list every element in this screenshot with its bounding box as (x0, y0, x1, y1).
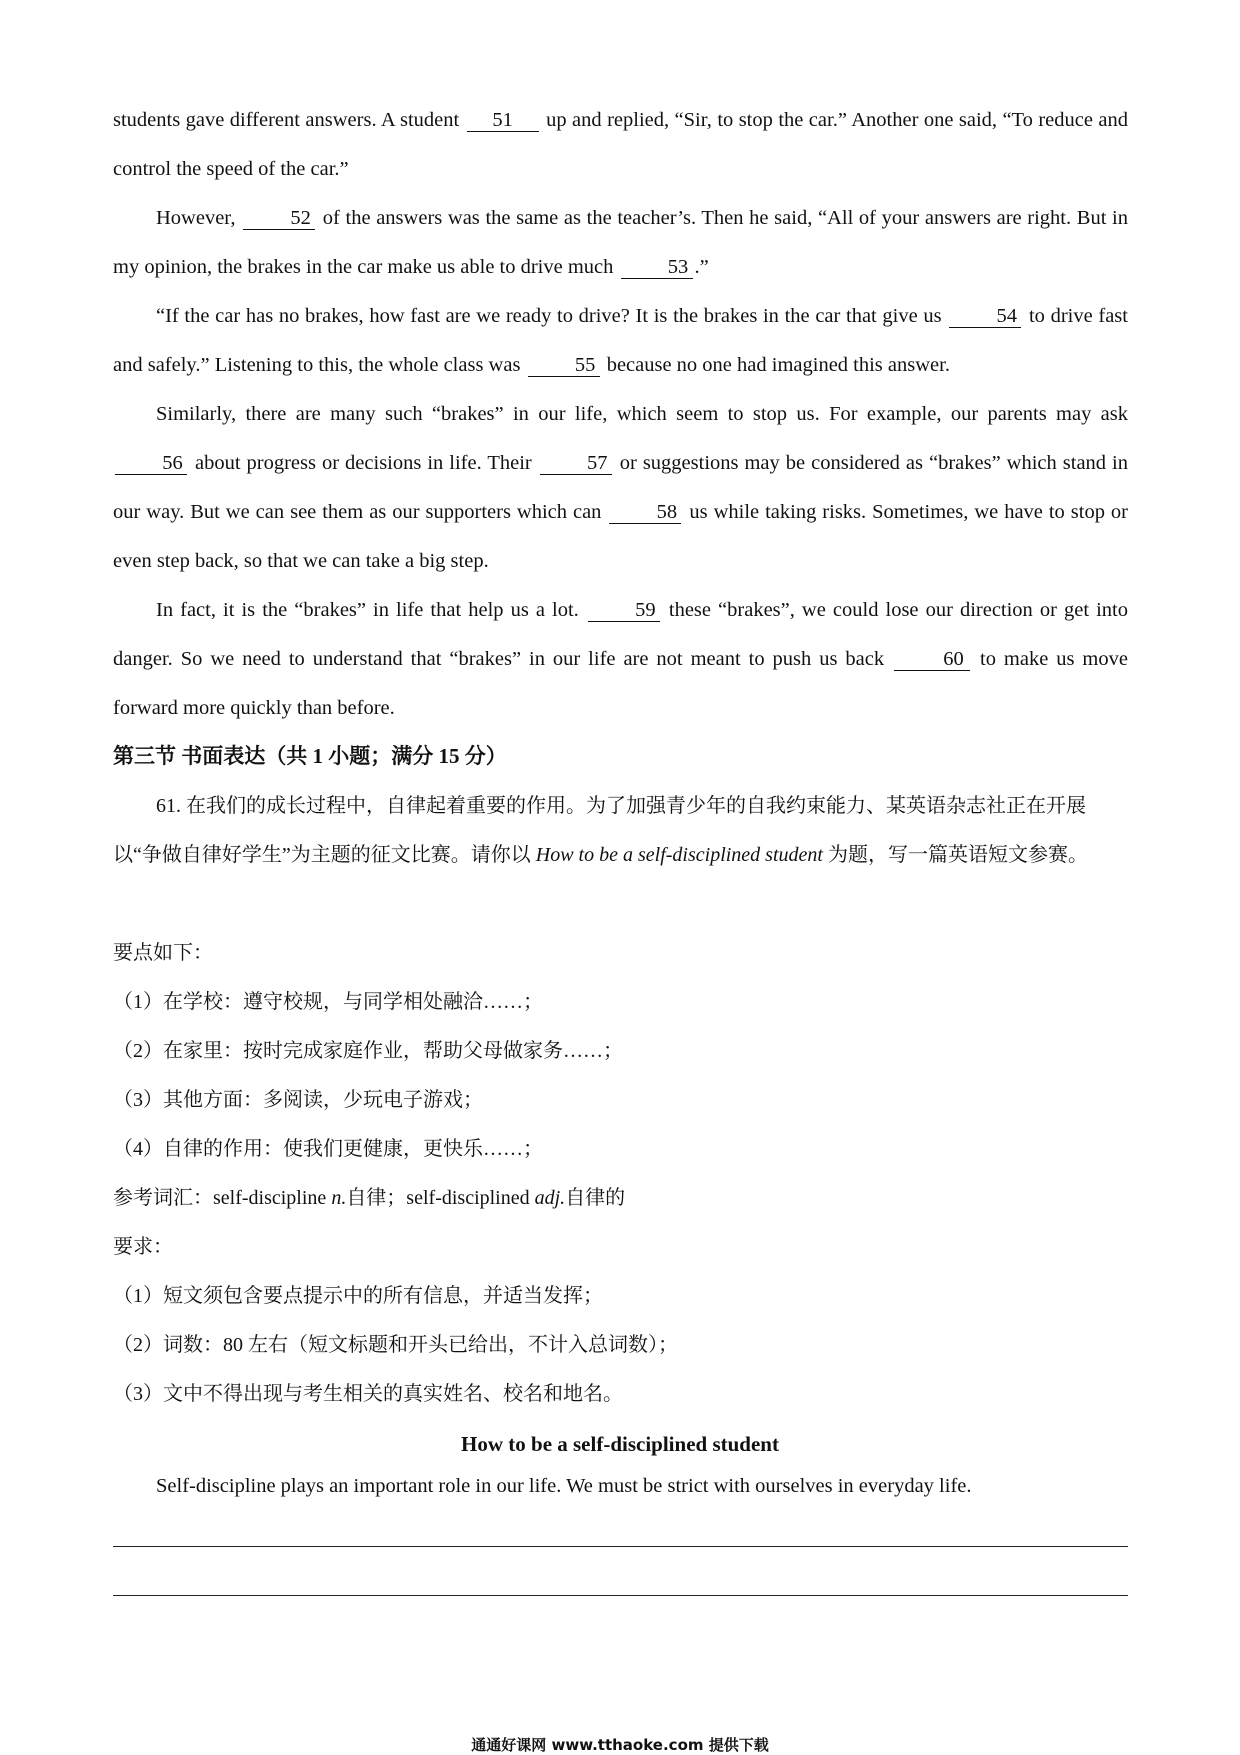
passage-text: Similarly, there are many such “brakes” in our life, which seem to stop us. For example, our parents may ask (156, 403, 1128, 425)
vocab-text: 参考词汇：self-discipline (113, 1187, 332, 1209)
passage-paragraph-1 (113, 96, 1128, 194)
requirement-item: （3）文中不得出现与考生相关的真实姓名、校名和地名。 (113, 1383, 623, 1405)
requirement-item: （2）词数：80 左右（短文标题和开头已给出，不计入总词数）； (113, 1334, 678, 1356)
passage-text: because no one had imagined this answer. (601, 354, 950, 376)
point-item: （4）自律的作用：使我们更健康，更快乐……； (113, 1138, 543, 1160)
passage-text: these “brakes”, we could lose our direction or get into danger. So we need to understand that “brakes” in our life are not meant to push us back (113, 599, 1128, 670)
essay-opening: Self-discipline plays an important role in our life. We must be strict with ourselves in everyday life. (156, 1475, 972, 1497)
points-label: 要点如下： (113, 942, 213, 964)
passage-text: However, (156, 207, 242, 229)
blank-58[interactable]: 58 (609, 501, 681, 524)
blank-54[interactable]: 54 (949, 305, 1021, 328)
writing-line[interactable] (113, 1546, 1128, 1547)
blank-55[interactable]: 55 (528, 354, 600, 377)
vocab-pos: adj. (534, 1187, 566, 1209)
passage-text: to drive fast and safely.” Listening to this, the whole class was (113, 305, 1128, 376)
blank-60[interactable]: 60 (894, 648, 970, 671)
prompt-text: 为题，写一篇英语短文参赛。 (822, 844, 1088, 866)
section-heading: 第三节 书面表达（共 1 小题；满分 15 分） (113, 744, 507, 768)
prompt-text: 61. 在我们的成长过程中，自律起着重要的作用。为了加强青少年的自我约束能力、某英语杂志社正在开展以“争做自律好学生”为主题的征文比赛。请你以 (113, 795, 1086, 866)
passage-text: “If the car has no brakes, how fast are we ready to drive? It is the brakes in the car that give us (156, 305, 948, 327)
blank-56[interactable]: 56 (115, 452, 187, 475)
passage-text: up and replied, “Sir, to stop the car.” Another one said, “To reduce and control the speed of the car.” (113, 109, 1129, 180)
passage-text: us while taking risks. Sometimes, we have to stop or even step back, so that we can take a big step. (113, 501, 1128, 572)
passage-text: In fact, it is the “brakes” in life that help us a lot. (156, 599, 586, 621)
prompt-essay-title: How to be a self-disciplined student (535, 844, 823, 866)
reference-vocabulary (113, 1174, 1128, 1223)
blank-57[interactable]: 57 (540, 452, 612, 475)
blank-59[interactable]: 59 (588, 599, 660, 622)
blank-53[interactable]: 53 (621, 256, 693, 279)
passage-text: .” (694, 256, 709, 278)
question-61-prompt (113, 782, 1128, 880)
blank-51[interactable]: 51 (467, 109, 539, 132)
passage-paragraph-3 (113, 292, 1128, 390)
point-item: （1）在学校：遵守校规，与同学相处融洽……； (113, 991, 543, 1013)
vocab-text: 自律；self-disciplined (346, 1187, 535, 1209)
point-item: （3）其他方面：多阅读，少玩电子游戏； (113, 1089, 483, 1111)
requirements-label: 要求： (113, 1236, 173, 1258)
vocab-text: 自律的 (565, 1187, 626, 1209)
point-item: （2）在家里：按时完成家庭作业，帮助父母做家务……； (113, 1040, 623, 1062)
footer-watermark: 通通好课网 www.tthaoke.com 提供下载 (471, 1736, 769, 1754)
passage-text: to make us move forward more quickly than before. (113, 648, 1128, 719)
passage-text: about progress or decisions in life. Their (189, 452, 538, 474)
writing-line[interactable] (113, 1595, 1128, 1596)
passage-text: students gave different answers. A student (113, 109, 465, 131)
blank-52[interactable]: 52 (243, 207, 315, 230)
passage-text: or suggestions may be considered as “brakes” which stand in our way. But we can see them as our supporters which can (113, 452, 1128, 523)
passage-text: of the answers was the same as the teacher’s. Then he said, “All of your answers are right. But in my opinion, the brakes in the car make us able to drive much (113, 207, 1129, 278)
passage-paragraph-2 (113, 194, 1128, 292)
vocab-pos: n. (331, 1187, 347, 1209)
passage-paragraph-5 (113, 586, 1128, 733)
passage-paragraph-4 (113, 390, 1128, 586)
requirement-item: （1）短文须包含要点提示中的所有信息，并适当发挥； (113, 1285, 603, 1307)
essay-title: How to be a self-disciplined student (461, 1432, 779, 1456)
